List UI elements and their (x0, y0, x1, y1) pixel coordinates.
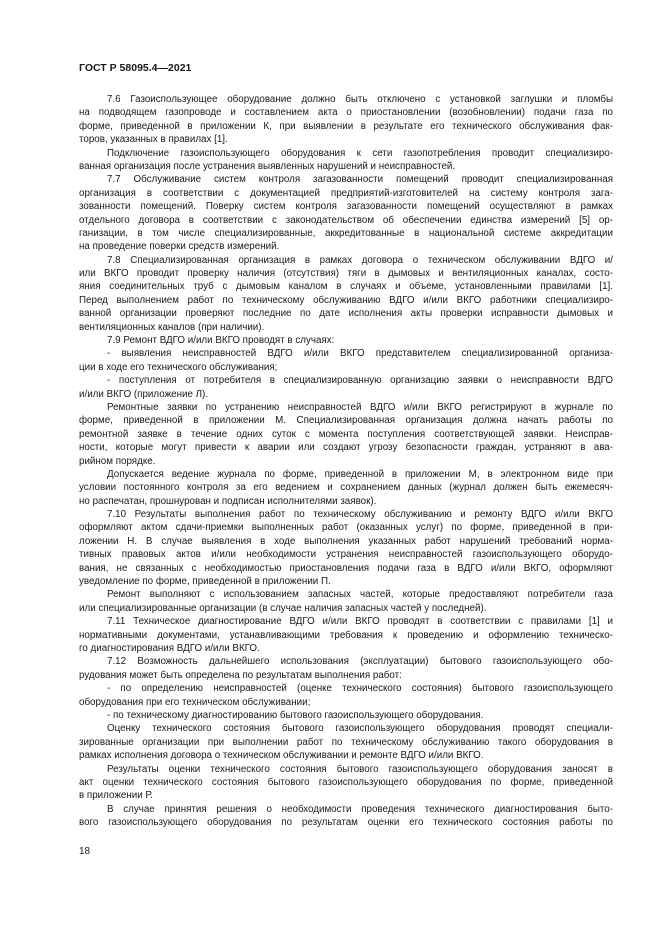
text-line: нормативными документами, устанавливающими требования к проведению и оформлению техническо- (79, 629, 613, 641)
text-line: на подводящем газопроводе и составлением акта о приостановлении (возобновлении) подачи газа по (79, 107, 613, 119)
text-line: Результаты оценки технического состояния бытового газоиспользующего оборудования заносят в (107, 763, 613, 775)
text-line: 7.10 Результаты выполнения работ по техническому обслуживанию и ремонту ВДГО и/или ВКГО (107, 509, 613, 521)
text-line: организация в соответствии с документацией предприятий-изготовителей на систему контроля зага- (79, 187, 613, 199)
text-line: в приложении Р. (79, 790, 153, 802)
text-line: Ремонт выполняют с использованием запасных частей, которые предоставляют потребители газа (107, 589, 613, 601)
text-line: Перед выполнением работ по техническому обслуживанию ВДГО и/или ВКГО работники специализиро- (79, 294, 613, 306)
text-line: рийном порядке. (79, 455, 156, 467)
text-line: 7.7 Обслуживание систем контроля загазованности помещений проводит специализированная (107, 174, 613, 186)
text-line: ции в ходе его технического обслуживания; (79, 361, 278, 373)
text-line: форме, приведенной в приложении М. Специализированная организация должна начать работы по (79, 415, 613, 427)
text-line: оформляют актом сдачи-приемки выполненных работ (оказанных услуг) по форме, приведенной в при- (79, 522, 613, 534)
text-line: вого газоиспользующего оборудования по результатам оценки его технического состояния работы по (79, 817, 613, 829)
text-line: Ремонтные заявки по устранению неисправностей ВДГО и/или ВКГО регистрируют в журнале по (107, 401, 613, 413)
text-line: или ВКГО проводит проверку наличия (отсутствия) тяги в дымовых и вентиляционных каналах, состо- (79, 268, 613, 280)
text-line: на проведение поверки средств измерений. (79, 241, 280, 253)
text-line: Подключение газоиспользующего оборудования к сети газопотребления проводит специализиро- (107, 147, 613, 159)
text-line: ванная организация после устранения выявленных нарушений и неисправностей. (79, 160, 456, 172)
text-line: 7.6 Газоиспользующее оборудование должно быть отключено с установкой заглушки и пломбы (107, 94, 613, 105)
text-line: Оценку технического состояния бытового газоиспользующего оборудования проводят специали- (107, 723, 613, 735)
text-line: - выявления неисправностей ВДГО и/или ВКГО представителем специализированной организа- (107, 348, 613, 360)
text-line: торов, указанных в правилах [1]. (79, 134, 228, 146)
text-line: - по техническому диагностированию бытового газоиспользующего оборудования. (107, 709, 484, 721)
text-line: зированные организации при выполнении работ по техническому обслуживанию такого оборудования в (79, 736, 613, 748)
text-line: вентиляционных каналов (при наличии). (79, 321, 265, 333)
text-line: 7.11 Техническое диагностирование ВДГО и/или ВКГО проводят в соответствии с правилами [1] и (107, 616, 613, 628)
text-line: условии постоянного контроля за его ведением и сохранением данных (журнал должен быть ежемесяч- (79, 482, 613, 494)
text-line: отдельного договора в соответствии с законодательством об обеспечении единства измерений [5] ор- (79, 214, 613, 226)
text-line: но распечатан, прошнурован и подписан исполнителями заявок). (79, 495, 377, 507)
text-line: 7.9 Ремонт ВДГО и/или ВКГО проводят в случаях: (107, 335, 335, 347)
text-line: - по определению неисправностей (оценке технического состояния) бытового газоиспользующего (107, 683, 613, 695)
text-line: и/или ВКГО (приложение Л). (79, 388, 209, 400)
text-line: В случае принятия решения о необходимости проведения технического диагностирования быто- (107, 803, 613, 815)
text-line: го диагностирования ВДГО и/или ВКГО. (79, 642, 260, 654)
text-line: тивных правовых актов и/или необходимости устранения неисправностей газоиспользующего оборудо- (79, 549, 613, 561)
text-line: рамках исполнения договора о техническом обслуживании и ремонте ВДГО и/или ВКГО. (79, 750, 484, 762)
text-line: форме, приведенной в приложении К, при выявлении в результате его технического обслуживания фак- (79, 120, 613, 132)
text-line: ложении Н. В случае выявления в ходе выполнения указанных работ нарушений требований норма- (79, 535, 613, 547)
text-line: ности, которые могут привести к аварии или создают угрозу безопасности граждан, устраняют в ава- (79, 442, 613, 454)
text-line: ванной организации проверяют последние по дате исполнения акты проверки исправности дымовых и (79, 308, 613, 320)
text-line: или специализированные организации (в случае наличия запасных частей у последней). (79, 602, 487, 614)
text-line: 7.12 Возможность дальнейшего использования (эксплуатации) бытового газоиспользующего обо- (107, 656, 613, 668)
text-line: вания, не связанных с необходимостью приостановления подачи газа в ВДГО и/или ВКГО, оформляют (79, 562, 613, 574)
text-line: рудования может быть определена по результатам выполнения работ: (79, 669, 402, 681)
text-line: зованности помещений. Поверку систем контроля загазованности помещений осуществляют в рамках (79, 201, 613, 213)
text-line: яния соединительных труб с дымовым каналом в случаях и объеме, установленными правилами [1]. (79, 281, 613, 293)
text-line: - поступления от потребителя в специализированную организацию заявки о неисправности ВДГО (107, 375, 613, 387)
page-number: 18 (79, 846, 91, 857)
document-code-header: ГОСТ Р 58095.4—2021 (79, 62, 192, 74)
text-line: 7.8 Специализированная организация в рамках договора о техническом обслуживании ВДГО и/ (107, 254, 613, 266)
text-line: Допускается ведение журнала по форме, приведенной в приложении М, в электронном виде при (107, 468, 613, 480)
text-line: уведомление по форме, приведенной в приложении П. (79, 576, 331, 588)
text-line: ремонтной заявке в течение одних суток с момента поступления соответствующей заявки. Неисправ- (79, 428, 613, 440)
text-line: ганизации, в том числе специализированные, аккредитованные в национальной системе аккредитации (79, 227, 613, 239)
text-line: акт оценки технического состояния бытового газоиспользующего оборудования по форме, приведенной (79, 776, 613, 788)
text-line: оборудования при его техническом обслуживании; (79, 696, 311, 708)
